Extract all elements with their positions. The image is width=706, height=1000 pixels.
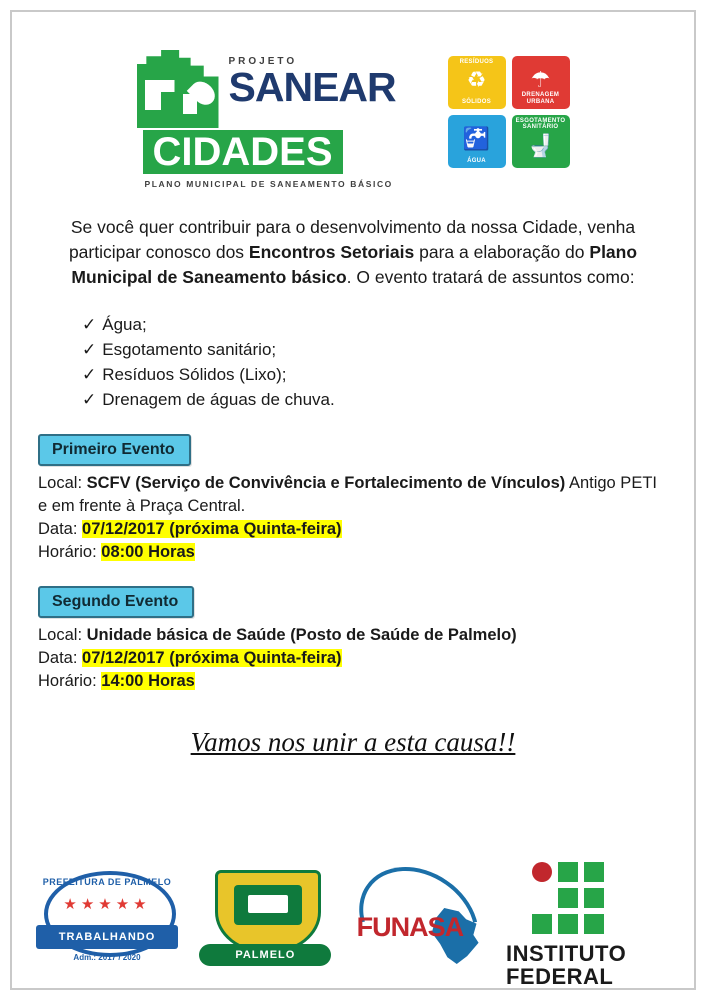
poster-frame xyxy=(10,10,696,990)
list-item xyxy=(82,312,668,337)
prefeitura-term: Adm.: 2017 / 2020 xyxy=(73,953,141,962)
local-label: Local: xyxy=(38,474,87,492)
intro-bold2: Plano Municipal de Saneamento básico xyxy=(71,242,638,287)
local-value-rest: Antigo PETI e em frente à Praça Central. xyxy=(38,474,657,515)
toilet-glyph-icon: 🚽 xyxy=(526,133,555,158)
esgotamento-sanitario-label: ESGOTAMENTO SANITÁRIO xyxy=(515,118,566,130)
if-line2: FEDERAL xyxy=(505,964,614,989)
list-item xyxy=(82,337,668,362)
check-icon: ✓ xyxy=(82,390,97,409)
instituto-federal-logo xyxy=(505,862,674,989)
prefeitura-palmelo-logo xyxy=(32,869,182,974)
event-time-first xyxy=(38,541,668,564)
event-details-first xyxy=(38,472,668,564)
date-value: 07/12/2017 (próxima Quinta-feira) xyxy=(82,520,342,538)
logo-sanear-text: SANEAR xyxy=(228,64,396,110)
check-icon: ✓ xyxy=(82,315,97,334)
rain-cloud-glyph-icon: ☂ xyxy=(530,67,551,92)
recycle-glyph-icon: ♻ xyxy=(466,67,487,92)
slogan-text: Vamos nos unir a esta causa!! xyxy=(190,727,516,757)
event-local-first xyxy=(38,472,668,518)
date-value: 07/12/2017 (próxima Quinta-feira) xyxy=(82,649,342,667)
residuos-solidos-icon xyxy=(448,56,506,109)
prefeitura-banner: TRABALHANDO xyxy=(36,925,178,949)
list-item xyxy=(82,387,668,412)
stars-icon: ★★★★★ xyxy=(63,896,151,913)
list-item-label: Água; xyxy=(102,315,147,334)
list-item xyxy=(82,362,668,387)
time-label: Horário: xyxy=(38,672,102,690)
prefeitura-name: PREFEITURA DE PALMELO xyxy=(42,877,172,887)
sanear-logo-mark-icon xyxy=(137,50,219,128)
logo-projeto-text: PROJETO xyxy=(228,56,298,67)
topics-list xyxy=(38,312,668,412)
brasao-ribbon-label: PALMELO xyxy=(199,944,331,966)
intro-bold1: Encontros Setoriais xyxy=(248,242,415,262)
instituto-federal-wordmark xyxy=(506,942,626,988)
local-value-bold: SCFV (Serviço de Convivência e Fortalecimento de Vínculos) xyxy=(86,474,566,492)
intro-paragraph xyxy=(38,215,668,290)
funasa-logo xyxy=(349,868,489,974)
residuos-solidos-label-bottom: SÓLIDOS xyxy=(461,99,492,105)
faucet-glyph-icon: 🚰 xyxy=(462,126,491,151)
list-item-label: Esgotamento sanitário; xyxy=(102,340,277,359)
list-item-label: Drenagem de águas de chuva. xyxy=(102,390,335,409)
brasao-palmelo-logo xyxy=(199,868,331,974)
list-item-label: Resíduos Sólidos (Lixo); xyxy=(102,365,287,384)
agua-label: ÁGUA xyxy=(467,158,486,164)
footer-logos xyxy=(32,862,674,989)
event-block-first xyxy=(38,434,668,564)
event-local-second xyxy=(38,624,668,647)
time-label: Horário: xyxy=(38,543,102,561)
logo-subtitle: PLANO MUNICIPAL DE SANEAMENTO BÁSICO xyxy=(144,179,393,189)
local-value-bold: Unidade básica de Saúde (Posto de Saúde de Palmelo) xyxy=(86,626,517,644)
time-value: 08:00 Horas xyxy=(101,543,195,561)
intro-part2: para a elaboração do xyxy=(414,242,590,262)
theme-icons xyxy=(448,56,570,168)
check-icon: ✓ xyxy=(82,340,97,359)
drenagem-urbana-icon xyxy=(512,56,570,109)
header xyxy=(38,28,668,189)
event-date-first xyxy=(38,518,668,541)
sanear-cidades-logo xyxy=(137,50,422,189)
drenagem-urbana-label: DRENAGEM URBANA xyxy=(521,92,560,105)
local-label: Local: xyxy=(38,626,87,644)
date-label: Data: xyxy=(38,649,83,667)
check-icon: ✓ xyxy=(82,365,97,384)
event-date-second xyxy=(38,647,668,670)
event-block-second xyxy=(38,586,668,693)
time-value: 14:00 Horas xyxy=(101,672,195,690)
event-time-second xyxy=(38,670,668,693)
intro-part3: . O evento tratará de assuntos como: xyxy=(346,267,635,287)
date-label: Data: xyxy=(38,520,83,538)
book-icon xyxy=(248,895,288,913)
residuos-solidos-label-top: RESÍDUOS xyxy=(459,59,494,65)
agua-icon xyxy=(448,115,506,168)
intro-part1: Se você quer contribuir para o desenvolvimento da nossa Cidade, venha participar conosco dos xyxy=(68,217,636,262)
if-grid-icon xyxy=(532,862,604,934)
event-details-second xyxy=(38,624,668,693)
esgotamento-sanitario-icon xyxy=(512,115,570,168)
if-line1: INSTITUTO xyxy=(505,941,627,966)
funasa-wordmark: FUNASA xyxy=(356,912,464,942)
logo-cidades-text: CIDADES xyxy=(143,130,343,174)
event-title-first: Primeiro Evento xyxy=(38,434,191,466)
event-title-second: Segundo Evento xyxy=(38,586,194,618)
